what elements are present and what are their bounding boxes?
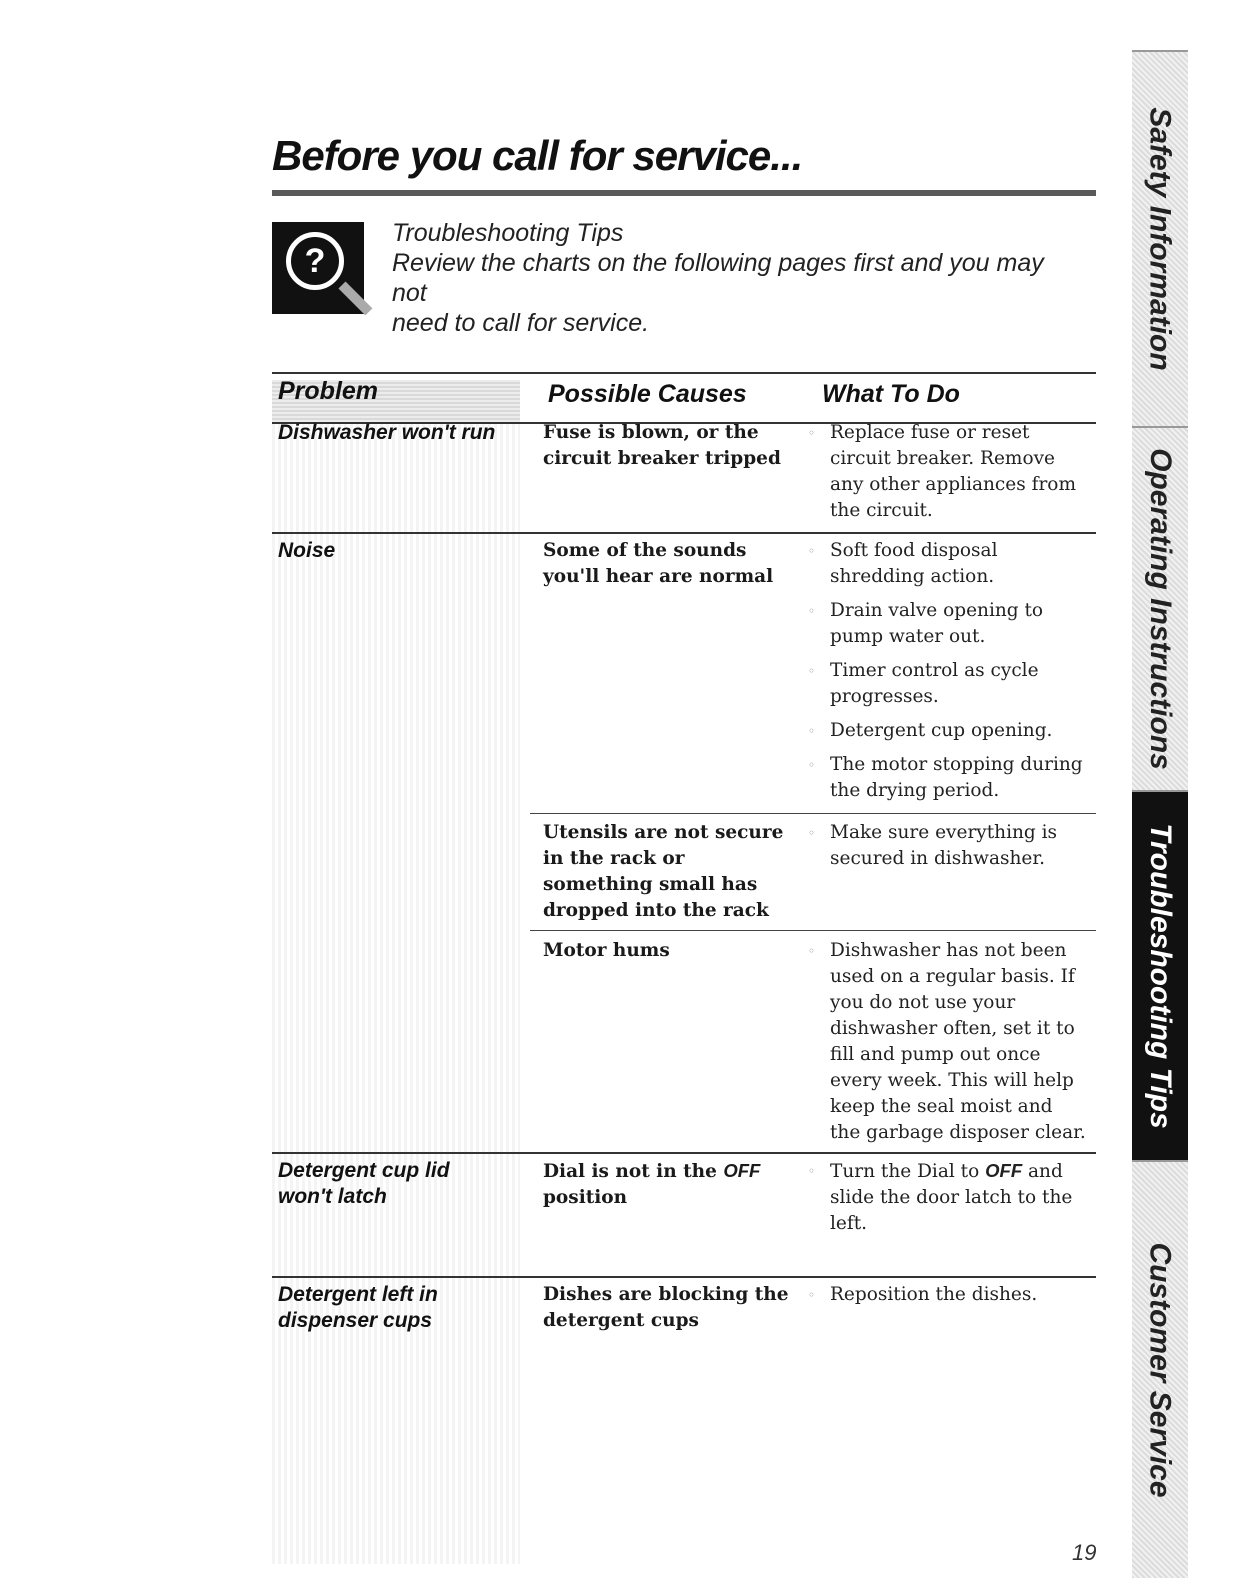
todo-item: ◦ Make sure everything is secured in dishwasher.: [808, 822, 1058, 869]
todo-item: ◦ Detergent cup opening.: [818, 718, 1088, 744]
bullet-icon: ◦: [808, 604, 816, 618]
row-divider: [272, 532, 1096, 534]
page-number: 19: [1072, 1540, 1097, 1565]
bullet-icon: ◦: [808, 664, 816, 678]
tab-troubleshooting-tips[interactable]: Troubleshooting Tips: [1132, 790, 1188, 1160]
todo-list: [808, 938, 1088, 1154]
bullet-icon: ◦: [808, 1164, 816, 1178]
todo-item: ◦ Replace fuse or reset circuit breaker. Remove any other appliances from the circuit.: [808, 422, 1076, 521]
header-possible-causes: Possible Causes: [548, 380, 747, 408]
question-magnifier-icon: ?: [272, 222, 364, 314]
bullet-icon: ◦: [808, 758, 816, 772]
title-divider: [272, 190, 1096, 196]
bullet-icon: ◦: [808, 724, 816, 738]
problem-noise: Noise: [278, 539, 336, 562]
cause-dial-not-off: Dial is not in the OFF position: [543, 1160, 761, 1208]
todo-list: [808, 420, 1088, 532]
problem-detergent-left: Detergent left in dispenser cups: [278, 1283, 438, 1332]
problem-detergent-cup-lid: Detergent cup lid won't latch: [278, 1159, 450, 1208]
tips-heading: Troubleshooting Tips: [392, 219, 624, 247]
todo-list: [808, 1282, 1088, 1316]
bullet-icon: ◦: [808, 426, 816, 440]
bullet-icon: ◦: [808, 826, 816, 840]
todo-item: ◦ Timer control as cycle progresses.: [808, 660, 1039, 707]
subrow-divider: [530, 813, 1096, 814]
todo-item: ◦ Drain valve opening to pump water out.: [808, 600, 1044, 647]
bullet-icon: ◦: [808, 944, 816, 958]
problem-column-background: [272, 424, 520, 1564]
cause-utensils-not-secure: Utensils are not secure in the rack or something small has dropped into the rack: [543, 822, 784, 921]
todo-item: ◦ Turn the Dial to OFF and slide the door latch to the left.: [808, 1160, 1073, 1234]
todo-list: [808, 538, 1088, 812]
subrow-divider: [530, 930, 1096, 931]
tab-customer-service[interactable]: Customer Service: [1132, 1160, 1188, 1578]
tips-intro: [392, 218, 1082, 338]
tab-operating-instructions[interactable]: Operating Instructions: [1132, 426, 1188, 790]
tab-safety-information[interactable]: Safety Information: [1132, 50, 1188, 426]
todo-item: ◦ Soft food disposal shredding action.: [808, 540, 998, 587]
header-what-to-do: What To Do: [822, 380, 960, 408]
row-divider: [272, 1276, 1096, 1278]
todo-item: ◦ Reposition the dishes.: [818, 1282, 1088, 1308]
tips-line-2: need to call for service.: [392, 309, 650, 337]
todo-item: ◦ Dishwasher has not been used on a regular basis. If you do not use your dishwasher often, set it to fill and pump out once every week. This will help keep the seal moist and the garbage disposer clear.: [808, 940, 1086, 1143]
section-tabs: [1132, 50, 1188, 1590]
page-title: Before you call for service...: [272, 132, 803, 179]
cause-normal-sounds: Some of the sounds you'll hear are normal: [543, 540, 774, 587]
cause-motor-hums: Motor hums: [543, 940, 670, 961]
todo-list: [808, 1158, 1088, 1245]
problem-dishwasher-wont-run: Dishwasher won't run: [278, 421, 496, 444]
bullet-icon: ◦: [808, 1288, 816, 1302]
header-problem: Problem: [272, 380, 520, 424]
cause-fuse-blown: Fuse is blown, or the circuit breaker tripped: [543, 422, 781, 469]
tips-line-1: Review the charts on the following pages first and you may not: [392, 249, 1044, 307]
cause-dishes-blocking: Dishes are blocking the detergent cups: [543, 1284, 789, 1331]
todo-item: ◦ The motor stopping during the drying period.: [808, 754, 1083, 801]
table-top-rule: [272, 372, 1096, 374]
todo-list: [808, 820, 1088, 880]
row-divider: [272, 1152, 1096, 1154]
bullet-icon: ◦: [808, 544, 816, 558]
